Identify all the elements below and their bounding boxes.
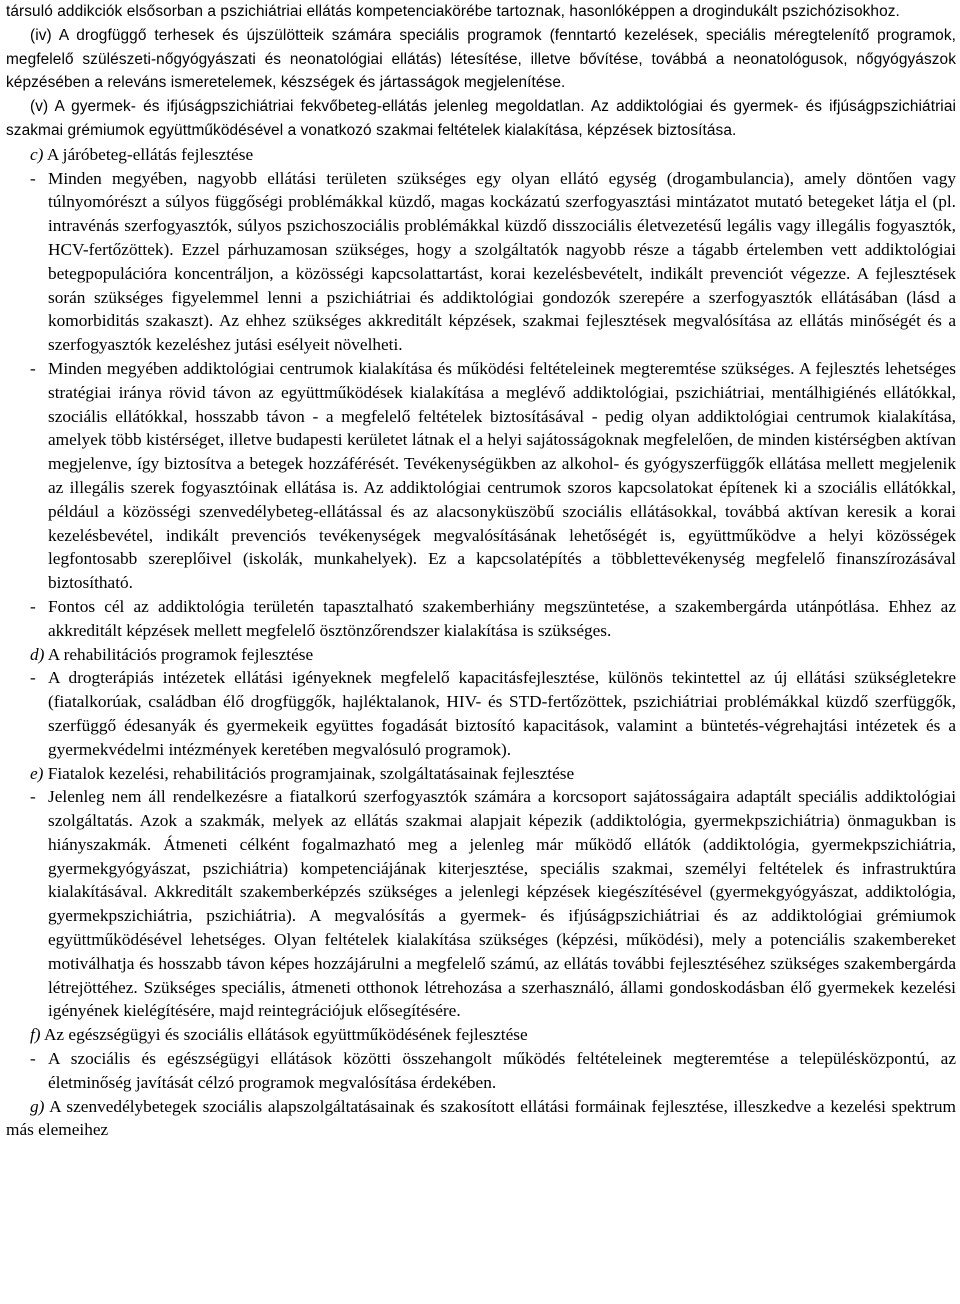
section-g-letter: g) [30, 1096, 45, 1116]
bullet-dash: - [30, 358, 36, 378]
bullet-text: Jelenleg nem áll rendelkezésre a fiatalkorú szerfogyasztók számára a korcsoport sajátosságaira adaptált speciális addiktológiai szolgáltatás. Azok a szakmák, melyek az ellátás szakmai alapjait képezik (addiktológia, gyermekpszichiátria) önmagukban is hiányszakmák. Átmeneti célként fogalmazható meg a jelenleg már működő ellátók (addiktológia, gyermekpszichiátria, gyermekgyógyászat, pszichiátria) kompetenciájának kiterjesztése, speciális szakmai, személyi feltételek és infrastruktúra kialakításával. Akkreditált szakemberképzés szükséges a jelenlegi képzések kiegészítésével (gyermekgyógyászat, addiktológia, gyermekpszichiátria, pszichiátria). A megvalósítás a gyermek- és ifjúságpszichiátriai és az addiktológiai grémiumok együttműködésével lehetséges. Olyan feltételek kialakítása szükséges (képzési, működési), mely a potenciális szakembereket motiválhatja és hosszabb távon képes hozzájárulni a megfelelő számú, az ellátás további fejlesztéséhez szükséges szakembergárda létrejöttéhez. Szükséges speciális, átmeneti otthonok létrehozása a szerhasználó, állami gondoskodásban élő gyermekek kezelési igényének kielégítésére, majd reintegrációjuk elősegítésére. [48, 787, 956, 1021]
bullet-dash: - [30, 168, 36, 188]
section-d-title: A rehabilitációs programok fejlesztése [47, 644, 314, 664]
section-c-bullet-3 [6, 595, 956, 643]
bullet-dash: - [30, 1049, 36, 1069]
section-e-letter: e) [30, 763, 44, 783]
section-f-heading [6, 1023, 956, 1047]
section-c-title: A járóbeteg-ellátás fejlesztése [46, 144, 254, 164]
paragraph-v: (v) A gyermek- és ifjúságpszichiátriai fekvőbeteg-ellátás jelenleg megoldatlan. Az addiktológiai és gyermek- és ifjúságpszichiátriai szakmai grémiumok együttműködésével a vonatkozó szakmai feltételek kialakítása, képzések biztosítása. [6, 98, 956, 139]
section-c-bullet-1 [6, 167, 956, 357]
paragraph-iv: (iv) A drogfüggő terhesek és újszülötteik számára speciális programok (fenntartó kezelések, speciális méregtelenítő programok, megfelelő szülészeti-nőgyógyászati és neonatológiai ellátás) létesítése, illetve bővítése, továbbá a neonatológusok, nőgyógyászok képzésében a releváns ismeretelemek, készségek és jártasságok megjelenítése. [6, 26, 956, 92]
bullet-dash: - [30, 668, 36, 688]
bullet-text: A szociális és egészségügyi ellátások közötti összehangolt működés feltételeinek megteremtése a településközpontú, az életminőség javítását célzó programok megvalósítása érdekében. [48, 1049, 956, 1092]
section-c-bullet-2 [6, 357, 956, 595]
section-e-heading [6, 762, 956, 786]
section-f-title: Az egészségügyi és szociális ellátások együttműködésének fejlesztése [43, 1025, 528, 1045]
bullet-text: Fontos cél az addiktológia területén tapasztalható szakemberhiány megszüntetése, a szakembergárda utánpótlása. Ehhez az akkreditált képzések mellett megfelelő ösztönzőrendszer kialakítása is szükséges. [48, 596, 956, 640]
section-c-letter: c) [30, 144, 44, 164]
section-d-bullet-1 [6, 666, 956, 761]
bullet-dash: - [30, 787, 36, 807]
section-e-title: Fiatalok kezelési, rehabilitációs programjainak, szolgáltatásainak fejlesztése [47, 763, 575, 783]
section-g-heading [6, 1095, 956, 1143]
section-e-bullet-1 [6, 785, 956, 1023]
section-d-letter: d) [30, 644, 45, 664]
bullet-text: Minden megyében addiktológiai centrumok kialakítása és működési feltételeinek megteremtése szükséges. A fejlesztés lehetséges stratégiai iránya rövid távon az együttműködések kialakítása a meglévő addiktológiai, pszichiátriai, mentálhigiénés ellátókkal, szociális ellátókkal, hosszabb távon - a megfelelő feltételek biztosításával - pedig olyan addiktológiai centrumok kialakítása, amelyek több kistérséget, illetve budapesti kerületet látnak el a helyi sajátosságoknak megfelelően, de minden kistérségben aktívan megjelenve, így biztosítva a betegek hozzáférését. Tevékenységükben az alkohol- és gyógyszerfüggők ellátása mellett megjelenik az illegális szerek fogyasztóinak ellátása is. Az addiktológiai centrumok szoros kapcsolatokat építenek ki a szociális ellátókkal, például a közösségi szenvedélybeteg-ellátással és az alacsonyküszöbű szociális ellátásokkal, továbbá aktívan keresik a korai kezelésbevétel, indikált prevenciós tevékenységek megvalósításának lehetőségét is, együttműködve a helyi közösségek legfontosabb szereplőivel (iskolák, munkahelyek). Ez a kapcsolatépítés a többlettevékenység megfelelő finanszírozásával biztosítható. [48, 358, 956, 593]
bullet-dash: - [30, 596, 36, 616]
bullet-text: Minden megyében, nagyobb ellátási területen szükséges egy olyan ellátó egység (drogambulancia), amely döntően vagy túlnyomórészt a súlyos függőségi problémákkal küzdő, magas kockázatú szerfogyasztási mintázatot mutató betegeket látja el (pl. intravénás szerfogyasztók, súlyos pszichoszociális problémákkal küzdő disszociális életvezetésű legális vagy illegális fogyasztók, HCV-fertőzöttek). Ezzel párhuzamosan szükséges, hogy a szolgáltatók nagyobb része a tágabb értelemben vett addiktológiai betegpopulációra koncentráljon, a közösségi kapcsolattartást, korai kezelésbevételt, indikált prevenciót végezze. A fejlesztések során szükséges figyelemmel lenni a pszichiátriai és addiktológiai gondozók szerepére a szerfogyasztók ellátásában (lásd a komorbiditás szakaszt). Az ehhez szükséges akkreditált képzések, szakmai fejlesztések megvalósítása az ellátás minőségét és a szerfogyasztók kezeléshez jutási esélyeit növelheti. [48, 168, 956, 355]
section-f-letter: f) [30, 1025, 41, 1045]
section-f-bullet-1 [6, 1047, 956, 1095]
section-g-text: A szenvedélybetegek szociális alapszolgáltatásainak és szakosított ellátási formáinak fejlesztése, illeszkedve a kezelési spektrum más elemeihez [6, 1096, 956, 1140]
bullet-text: A drogterápiás intézetek ellátási igényeknek megfelelő kapacitásfejlesztése, különös tekintettel az új ellátási szükségletekre (fiatalkorúak, családban élő drogfüggők, hajléktalanok, HIV- és STD-fertőzöttek, pszichiátriai problémákkal küzdő szerfüggők, szerfüggő édesanyák és gyermekeik együttes fogadását biztosító kapacitások, valamint a büntetés-végrehajtási intézetek és a gyermekvédelmi intézmények keretében megvalósuló programok). [48, 668, 956, 759]
section-c-heading [6, 143, 956, 167]
section-d-heading [6, 643, 956, 667]
paragraph-continuation: társuló addikciók elsősorban a pszichiátriai ellátás kompetenciakörébe tartoznak, hasonlóképpen a drogindukált pszichózisokhoz. [6, 3, 900, 20]
